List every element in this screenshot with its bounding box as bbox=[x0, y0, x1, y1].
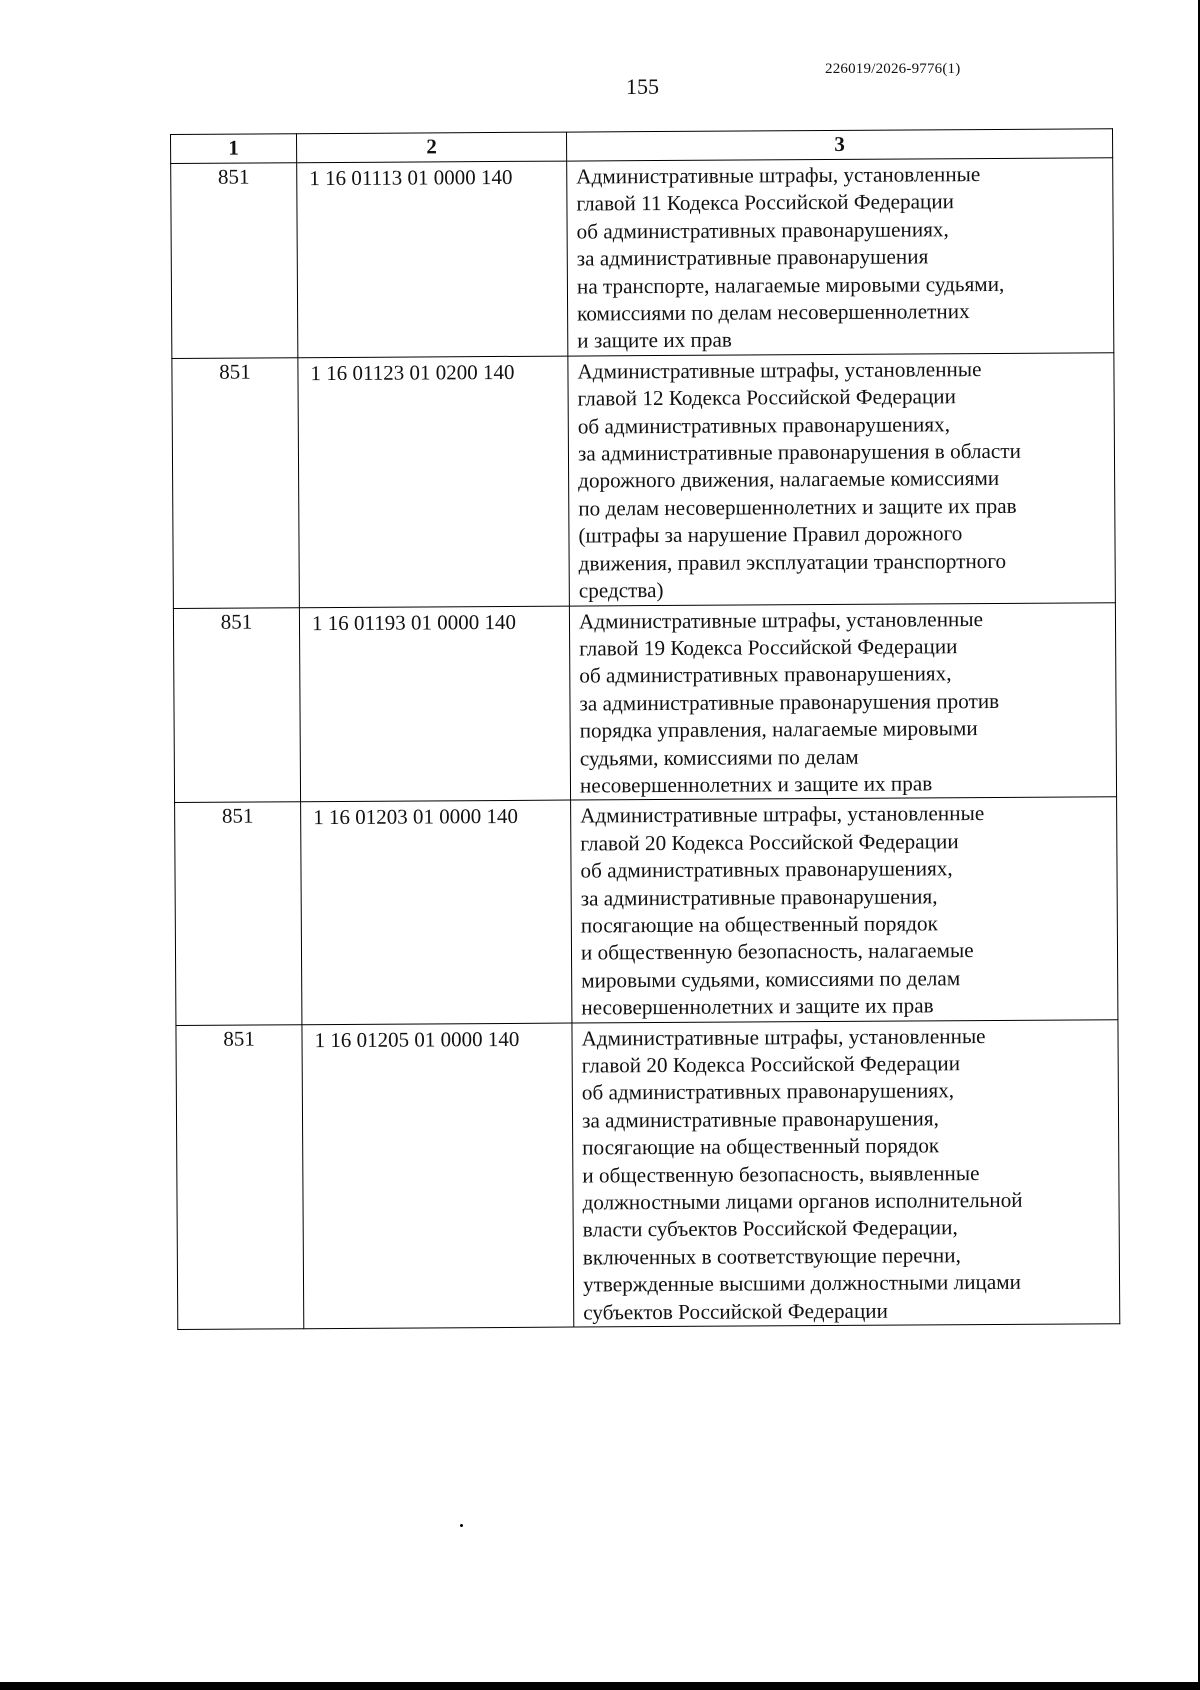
description-cell: Административные штрафы, установленные главой 19 Кодекса Российской Федерации об административных правонарушениях, за административные правонарушения против порядка управления, налагаемые мировыми судьями, комиссиями по делам несовершеннолетних и защите их прав bbox=[569, 602, 1116, 800]
admin-code-cell: 851 bbox=[172, 358, 300, 608]
description-cell: Административные штрафы, установленные главой 20 Кодекса Российской Федерации об административных правонарушениях, за административные правонарушения, посягающие на общественный порядок и общественную безопасность, налагаемые мировыми судьями, комиссиями по делам несовершеннолетних и защите их прав bbox=[571, 797, 1118, 1023]
budget-classification-code-cell: 1 16 01203 01 0000 140 bbox=[301, 800, 572, 1024]
description-cell: Административные штрафы, установленные главой 20 Кодекса Российской Федерации об административных правонарушениях, за административные правонарушения, посягающие на общественный порядок и общественную безопасность, выявленные должностными лицами органов исполнительной власти субъектов Российской Федерации, включенных в соответствующие перечни, утвержденные высшими должностными лицами субъектов Российской Федерации bbox=[572, 1019, 1120, 1327]
table-row bbox=[176, 1019, 1120, 1329]
column-header-1: 1 bbox=[171, 134, 297, 164]
table-row bbox=[172, 353, 1116, 608]
budget-classification-code-cell: 1 16 01123 01 0200 140 bbox=[298, 356, 570, 607]
column-header-3: 3 bbox=[566, 129, 1112, 161]
admin-code-cell: 851 bbox=[171, 163, 298, 359]
budget-classification-code-cell: 1 16 01113 01 0000 140 bbox=[297, 161, 568, 357]
scan-border-bottom bbox=[0, 1682, 1200, 1690]
page-number: 155 bbox=[626, 74, 659, 99]
column-header-2: 2 bbox=[297, 132, 567, 163]
table-row bbox=[171, 158, 1114, 359]
admin-code-cell: 851 bbox=[176, 1024, 304, 1329]
document-id: 226019/2026-9776(1) bbox=[825, 61, 961, 77]
admin-code-cell: 851 bbox=[175, 802, 302, 1025]
budget-classification-code-cell: 1 16 01205 01 0000 140 bbox=[302, 1023, 574, 1329]
scan-speck bbox=[460, 1524, 463, 1527]
budget-code-table bbox=[170, 128, 1120, 1330]
table-row bbox=[175, 797, 1118, 1025]
budget-classification-code-cell: 1 16 01193 01 0000 140 bbox=[299, 606, 570, 802]
description-cell: Административные штрафы, установленные главой 12 Кодекса Российской Федерации об административных правонарушениях, за административные правонарушения в области дорожного движения, налагаемые комиссиями по делам несовершеннолетних и защите их прав (штрафы за нарушение Правил дорожного движения, правил эксплуатации транспортного средства) bbox=[568, 353, 1116, 606]
description-cell: Административные штрафы, установленные главой 11 Кодекса Российской Федерации об административных правонарушениях, за административные правонарушения на транспорте, налагаемые мировыми судьями, комиссиями по делам несовершеннолетних и защите их прав bbox=[567, 158, 1114, 356]
table-row bbox=[173, 602, 1116, 803]
admin-code-cell: 851 bbox=[173, 607, 300, 803]
